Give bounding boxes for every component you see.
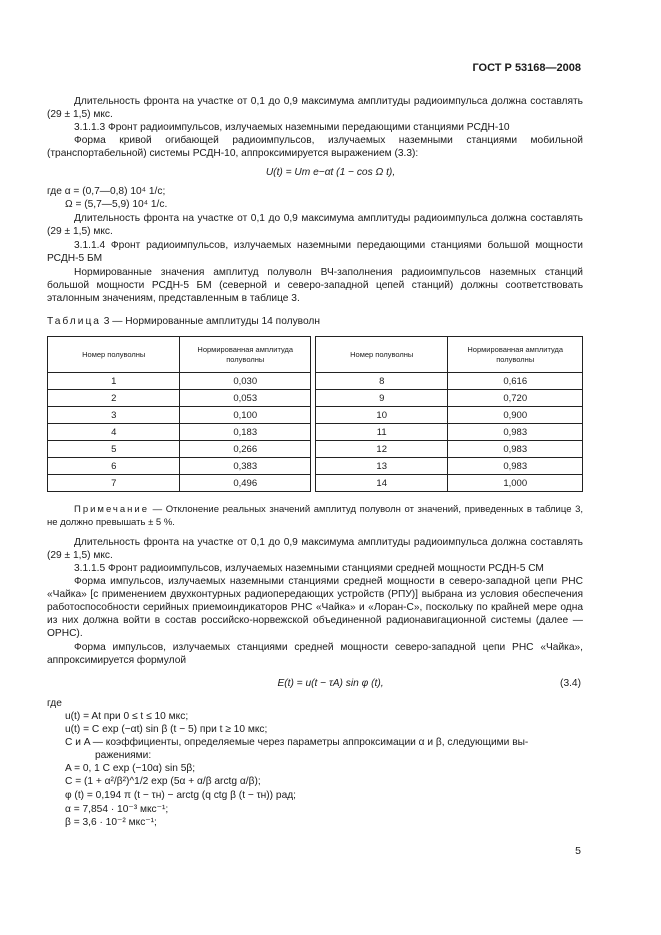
cell-halfwave: 11 <box>315 424 447 441</box>
table-title-text: 3 — Нормированные амплитуды 14 полуволн <box>103 316 320 327</box>
col-header-halfwave-2: Номер полуволны <box>315 337 447 373</box>
clause-3-1-1-4: 3.1.1.4 Фронт радиоимпульсов, излучаемых наземными передающими станциями большой мощности РСДН-5 БМ <box>47 240 583 264</box>
cell-amplitude: 0,183 <box>180 424 311 441</box>
where-alpha: где α = (0,7—0,8) 10⁴ 1/с; <box>47 186 166 197</box>
cell-amplitude: 0,030 <box>180 373 311 390</box>
formula-3-4: E(t) = u(t − τA) sin φ (t), <box>277 678 384 689</box>
paragraph-rsdn5bm-norms: Нормированные значения амплитуд полуволн ВЧ-заполнения радиоимпульсов наземных станций большой мощности РСДН-5 БМ (северной и северо-западной цепей станций) должны соответствовать эталонным значениям, представленным в таблице 3. <box>47 267 583 304</box>
table-row <box>48 458 583 475</box>
cell-halfwave: 9 <box>315 390 447 407</box>
where-c-expression: C = (1 + α²/β²)^1/2 exp (5α + α/β arctg α/β); <box>65 776 261 787</box>
cell-amplitude: 0,983 <box>448 458 583 475</box>
col-header-amplitude-2: Нормированная амплитуда полуволны <box>448 337 583 373</box>
table-row <box>48 407 583 424</box>
table-row <box>48 373 583 390</box>
cell-amplitude: 0,266 <box>180 441 311 458</box>
cell-amplitude: 0,900 <box>448 407 583 424</box>
note-label: Примечание <box>74 504 149 515</box>
cell-amplitude: 0,496 <box>180 475 311 492</box>
cell-halfwave: 4 <box>48 424 180 441</box>
formula-3-4-number: (3.4) <box>560 678 581 689</box>
where-phi-expression: φ (t) = 0,194 π (t − τн) − arctg (q ctg β (t − τн)) рад; <box>65 790 297 801</box>
where-c-a-continued: ражениями: <box>95 750 152 761</box>
cell-halfwave: 3 <box>48 407 180 424</box>
where-c-a-coefficients: C и A — коэффициенты, определяемые через параметры аппроксимации α и β, следующими вы- <box>65 737 529 748</box>
cell-halfwave: 6 <box>48 458 180 475</box>
cell-halfwave: 8 <box>315 373 447 390</box>
table-row <box>48 424 583 441</box>
cell-amplitude: 0,720 <box>448 390 583 407</box>
table-header-row <box>48 337 583 373</box>
where-alpha-value: α = 7,854 · 10⁻³ мкс⁻¹; <box>65 804 169 815</box>
clause-3-1-1-5: 3.1.1.5 Фронт радиоимпульсов, излучаемых наземными станциями средней мощности РСДН-5 СМ <box>74 563 544 574</box>
where-a-expression: A = 0, 1 C exp (−10α) sin 5β; <box>65 763 196 774</box>
col-header-halfwave-1: Номер полуволны <box>48 337 180 373</box>
cell-amplitude: 0,383 <box>180 458 311 475</box>
note-text: — Отклонение реальных значений амплитуд полуволн от значений, приведенных в таблице 3, не должно превышать ± 5 %. <box>47 504 584 528</box>
where-u-linear: u(t) = At при 0 ≤ t ≤ 10 мкс; <box>65 711 189 722</box>
cell-amplitude: 0,053 <box>180 390 311 407</box>
standard-header: ГОСТ Р 53168—2008 <box>472 62 581 74</box>
cell-halfwave: 12 <box>315 441 447 458</box>
page-number: 5 <box>575 845 581 857</box>
cell-amplitude: 0,100 <box>180 407 311 424</box>
cell-halfwave: 5 <box>48 441 180 458</box>
cell-halfwave: 1 <box>48 373 180 390</box>
table-row <box>48 441 583 458</box>
cell-amplitude: 1,000 <box>448 475 583 492</box>
table-note <box>47 503 583 529</box>
formula-3-3: U(t) = Um e−αt (1 − cos Ω t), <box>265 167 396 178</box>
cell-halfwave: 10 <box>315 407 447 424</box>
table-title-prefix: Таблица <box>47 316 101 327</box>
clause-3-1-1-3: 3.1.1.3 Фронт радиоимпульсов, излучаемых наземными передающими станциями РСДН-10 <box>74 122 510 133</box>
col-header-amplitude-1: Нормированная амплитуда полуволны <box>180 337 311 373</box>
table-3-title <box>47 315 320 328</box>
where-omega: Ω = (5,7—5,9) 10⁴ 1/с. <box>65 199 168 210</box>
cell-halfwave: 13 <box>315 458 447 475</box>
paragraph-front-duration-1: Длительность фронта на участке от 0,1 до 0,9 максимума амплитуды радиоимпульса должна составлять (29 ± 1,5) мкс. <box>47 96 583 120</box>
where-beta-value: β = 3,6 · 10⁻² мкс⁻¹; <box>65 817 157 828</box>
cell-halfwave: 2 <box>48 390 180 407</box>
paragraph-chaika-form: Форма импульсов, излучаемых наземными станциями средней мощности в северо-западной цепи РНС «Чайка» [с применением двухконтурных радиопередающих устройств (РПУ)] выбрана из условия обеспечения работоспособности серийных приемоиндикаторов РНС «Чайка» и «Лоран-С», поскольку по крайней мере одна из них должна войти в состав российско-норвежской объединенной радионавигационной системы (далее — ОРНС). <box>47 576 583 639</box>
where-u-exp: u(t) = C exp (−αt) sin β (t − 5) при t ≥ 10 мкс; <box>65 724 268 735</box>
paragraph-approximation: Форма импульсов, излучаемых станциями средней мощности северо-западной цепи РНС «Чайка», аппроксимируется формулой <box>47 642 583 666</box>
table-3-amplitudes <box>47 336 583 492</box>
cell-halfwave: 7 <box>48 475 180 492</box>
table-row <box>48 475 583 492</box>
cell-halfwave: 14 <box>315 475 447 492</box>
paragraph-rsdn10-form: Форма кривой огибающей радиоимпульсов, излучаемых наземными станциями мобильной (транспортабельной) системы РСДН-10, аппроксимируется выражением (3.3): <box>47 135 583 159</box>
cell-amplitude: 0,616 <box>448 373 583 390</box>
paragraph-front-duration-2: Длительность фронта на участке от 0,1 до 0,9 максимума амплитуды радиоимпульса должна составлять (29 ± 1,5) мкс. <box>47 213 583 237</box>
table-row <box>48 390 583 407</box>
where-label: где <box>47 698 62 709</box>
paragraph-front-duration-3: Длительность фронта на участке от 0,1 до 0,9 максимума амплитуды радиоимпульса должна составлять (29 ± 1,5) мкс. <box>47 537 583 561</box>
cell-amplitude: 0,983 <box>448 424 583 441</box>
cell-amplitude: 0,983 <box>448 441 583 458</box>
